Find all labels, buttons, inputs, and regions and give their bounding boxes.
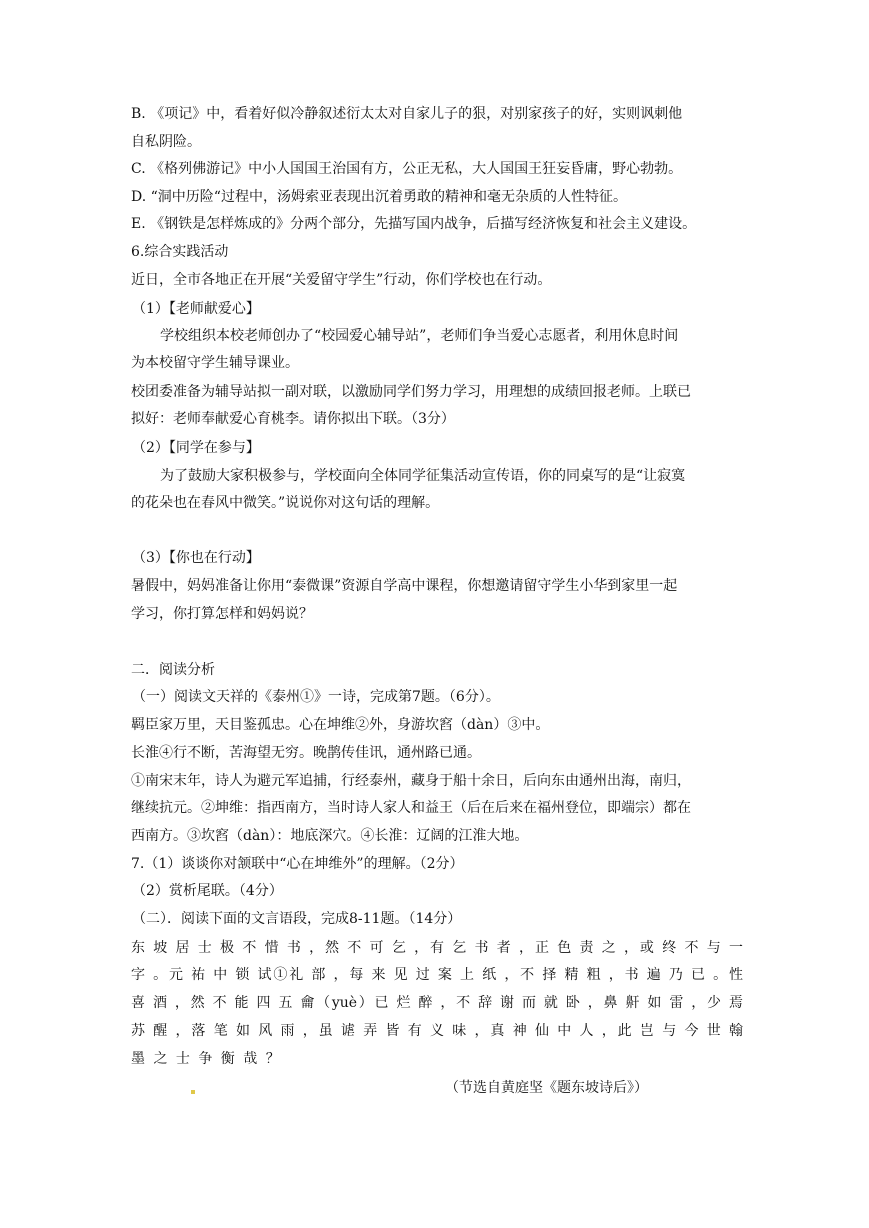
classical-text-line: 墨 之 士 争 衡 哉 ？ xyxy=(131,1051,282,1067)
question-6-title: 6.综合实践活动 xyxy=(131,244,229,260)
poem-note-line: 西南方。③坎窞（dàn）：地底深穴。④长淮：辽阔的江淮大地。 xyxy=(131,828,529,844)
poem-note-line: ①南宋末年，诗人为避元军追捕，行经泰州，藏身于船十余日，后向东由通州出海，南归， xyxy=(131,773,691,789)
subsection-1-heading: （1）【老师献爱心】 xyxy=(132,301,260,317)
subsection-1-para-line: 拟好：老师奉献爱心育桃李。请你拟出下联。（3分） xyxy=(131,411,455,427)
question-7-part-2: （2）赏析尾联。（4分） xyxy=(132,883,283,899)
subsection-2-heading: （2）【同学在参与】 xyxy=(132,440,260,456)
option-e-line: E. 《钢铁是怎样炼成的》分两个部分，先描写国内战争，后描写经济恢复和社会主义建设。 xyxy=(131,216,697,232)
poem-note-line: 继续抗元。②坤维：指西南方，当时诗人家人和益王（后在后来在福州登位，即端宗）都在 xyxy=(131,800,691,816)
subsection-1-para-line: 学校组织本校老师创办了“校园爱心辅导站”，老师们争当爱心志愿者，利用休息时间 xyxy=(160,328,679,344)
subsection-3-para-line: 暑假中，妈妈准备让你用“泰微课”资源自学高中课程，你想邀请留守学生小华到家里一起 xyxy=(131,578,678,594)
part-2-instruction: （二）．阅读下面的文言语段，完成8-11题。（14分） xyxy=(132,911,462,927)
poem-line: 羁臣家万里，天目鉴孤忠。心在坤维②外，身游坎窞（dàn）③中。 xyxy=(131,717,550,733)
subsection-2-para-line: 的花朵也在春风中微笑。”说说你对这句话的理解。 xyxy=(131,495,440,511)
option-b-line: B. 《项记》中，看着好似冷静叙述衍太太对自家儿子的狠，对别家孩子的好，实则讽刺他 xyxy=(131,106,683,122)
stray-mark xyxy=(191,1090,195,1094)
classical-text-line: 苏 醒 ，落 笔 如 风 雨 ，虽 谑 弄 皆 有 义 味 ，真 神 仙 中 人 ，此 岂 与 今 世 翰 xyxy=(131,1023,743,1039)
question-7-part-1: 7.（1）谈谈你对颔联中“心在坤维外”的理解。（2分） xyxy=(131,856,464,872)
subsection-3-heading: （3）【你也在行动】 xyxy=(132,550,260,566)
option-d-line: D. “洞中历险“过程中，汤姆索亚表现出沉着勇敢的精神和毫无杂质的人性特征。 xyxy=(131,189,627,205)
subsection-1-para-line: 为本校留守学生辅导课业。 xyxy=(131,355,299,371)
poem-line: 长淮④行不断，苦海望无穷。晚鹊传佳讯，通州路已通。 xyxy=(131,745,481,761)
section-2-heading: 二．阅读分析 xyxy=(131,662,215,678)
question-6-intro: 近日，全市各地正在开展“关爱留守学生”行动，你们学校也在行动。 xyxy=(131,272,552,288)
classical-text-line: 喜 酒 ，然 不 能 四 五 龠（yuè）已 烂 醉 ，不 辞 谢 而 就 卧 ，鼻 鼾 如 雷 ，少 焉 xyxy=(131,995,743,1011)
part-1-instruction: （一）阅读文天祥的《泰州①》一诗，完成第7题。（6分）。 xyxy=(132,689,500,705)
subsection-2-para-line: 为了鼓励大家积极参与，学校面向全体同学征集活动宣传语，你的同桌写的是“让寂寞 xyxy=(160,468,686,484)
option-c-line: C. 《格列佛游记》中小人国国王治国有方，公正无私，大人国国王狂妄昏庸，野心勃勃。 xyxy=(131,161,683,177)
classical-text-line: 字 。元 祐 中 锁 试①礼 部 ，每 来 见 过 案 上 纸 ，不 择 精 粗 ，书 遍 乃 已 。性 xyxy=(131,967,743,983)
option-b-line-cont: 自私阴险。 xyxy=(131,134,201,150)
classical-text-line: 东 坡 居 士 极 不 惜 书 ，然 不 可 乞 ，有 乞 书 者 ，正 色 责 之 ，或 终 不 与 一 xyxy=(131,940,743,956)
source-attribution: （节选自黄庭坚《题东坡诗后》） xyxy=(445,1080,648,1096)
subsection-3-para-line: 学习，你打算怎样和妈妈说？ xyxy=(131,606,313,622)
subsection-1-para-line: 校团委准备为辅导站拟一副对联，以激励同学们努力学习，用理想的成绩回报老师。上联已 xyxy=(131,384,691,400)
